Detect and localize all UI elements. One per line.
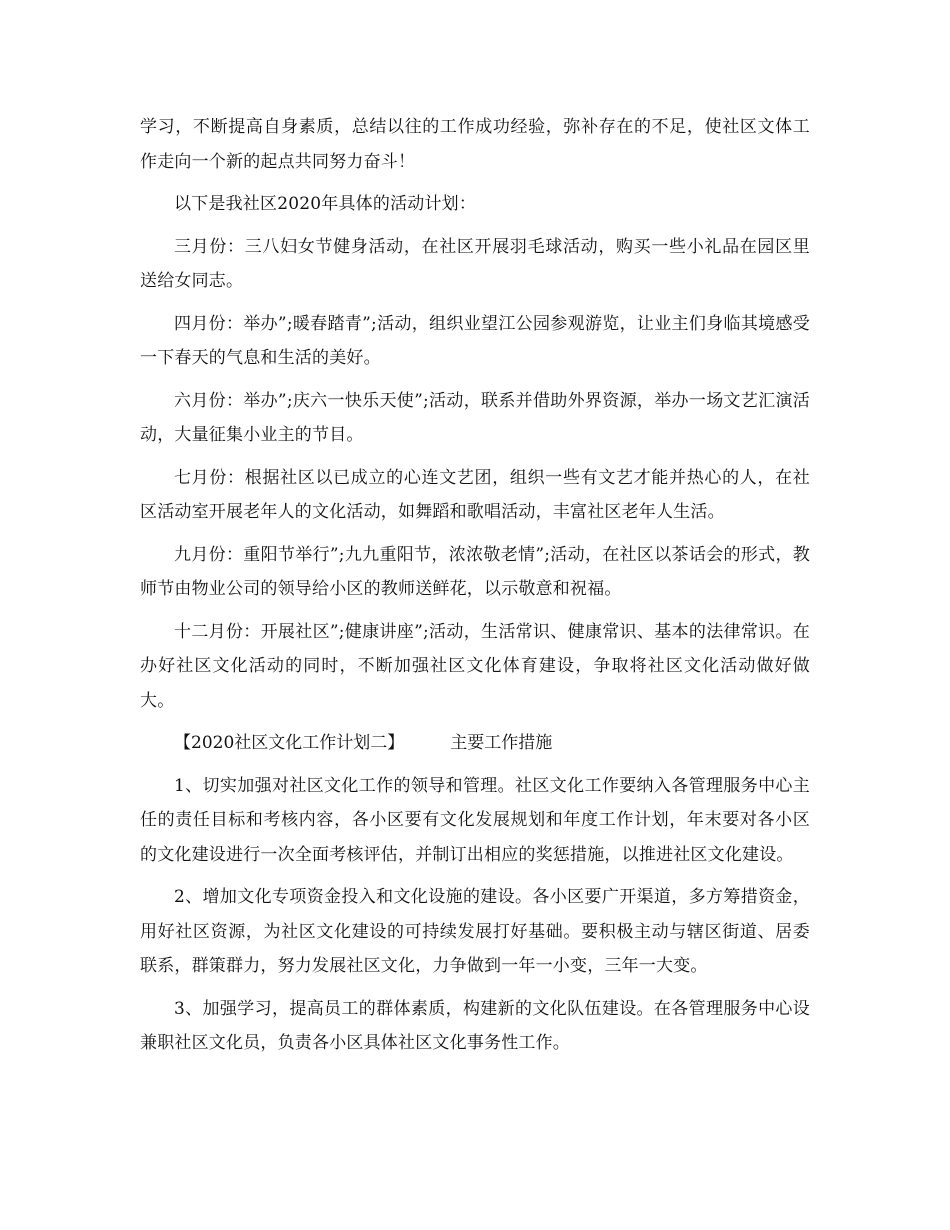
april-plan-paragraph: 四月份：举办”;暖春踏青”;活动，组织业望江公园参观游览，让业主们身临其境感受一下春天的气息和生活的美好。 (140, 313, 810, 368)
document-page (140, 110, 810, 1069)
june-plan-paragraph: 六月份：举办”;庆六一快乐天使”;活动，联系并借助外界资源，举办一场文艺汇演活动，大量征集小业主的节目。 (140, 390, 810, 445)
intro-continuation-paragraph: 学习，不断提高自身素质，总结以往的工作成功经验，弥补存在的不足，使社区文体工作走向一个新的起点共同努力奋斗！ (140, 117, 810, 172)
measure-item-3: 3、加强学习，提高员工的群体素质，构建新的文化队伍建设。在各管理服务中心设兼职社区文化员，负责各小区具体社区文化事务性工作。 (140, 998, 810, 1053)
march-plan-paragraph: 三月份：三八妇女节健身活动，在社区开展羽毛球活动，购买一些小礼品在园区里送给女同志。 (140, 236, 810, 291)
section-title: 【2020社区文化工作计划二】 (174, 733, 405, 753)
measure-item-2: 2、增加文化专项资金投入和文化设施的建设。各小区要广开渠道，多方筹措资金，用好社区资源，为社区文化建设的可持续发展打好基础。要积极主动与辖区街道、居委联系，群策群力，努力发展社区文化，力争做到一年一小变，三年一大变。 (140, 887, 810, 976)
september-plan-paragraph: 九月份：重阳节举行”;九九重阳节，浓浓敬老情”;活动，在社区以茶话会的形式，教师节由物业公司的领导给小区的教师送鲜花，以示敬意和祝福。 (140, 544, 810, 599)
measure-item-1: 1、切实加强对社区文化工作的领导和管理。社区文化工作要纳入各管理服务中心主任的责任目标和考核内容，各小区要有文化发展规划和年度工作计划，年末要对各小区的文化建设进行一次全面考核评估，并制订出相应的奖惩措施，以推进社区文化建设。 (140, 775, 810, 865)
section-subtitle: 主要工作措施 (450, 733, 553, 753)
december-plan-paragraph: 十二月份：开展社区”;健康讲座”;活动，生活常识、健康常识、基本的法律常识。在办好社区文化活动的同时，不断加强社区文化体育建设，争取将社区文化活动做好做大。 (140, 621, 810, 711)
plan-intro-paragraph: 以下是我社区2020年具体的活动计划： (174, 194, 477, 214)
section-heading (140, 726, 810, 761)
july-plan-paragraph: 七月份：根据社区以已成立的心连文艺团，组织一些有文艺才能并热心的人，在社区活动室开展老年人的文化活动，如舞蹈和歌唱活动，丰富社区老年人生活。 (140, 467, 810, 522)
